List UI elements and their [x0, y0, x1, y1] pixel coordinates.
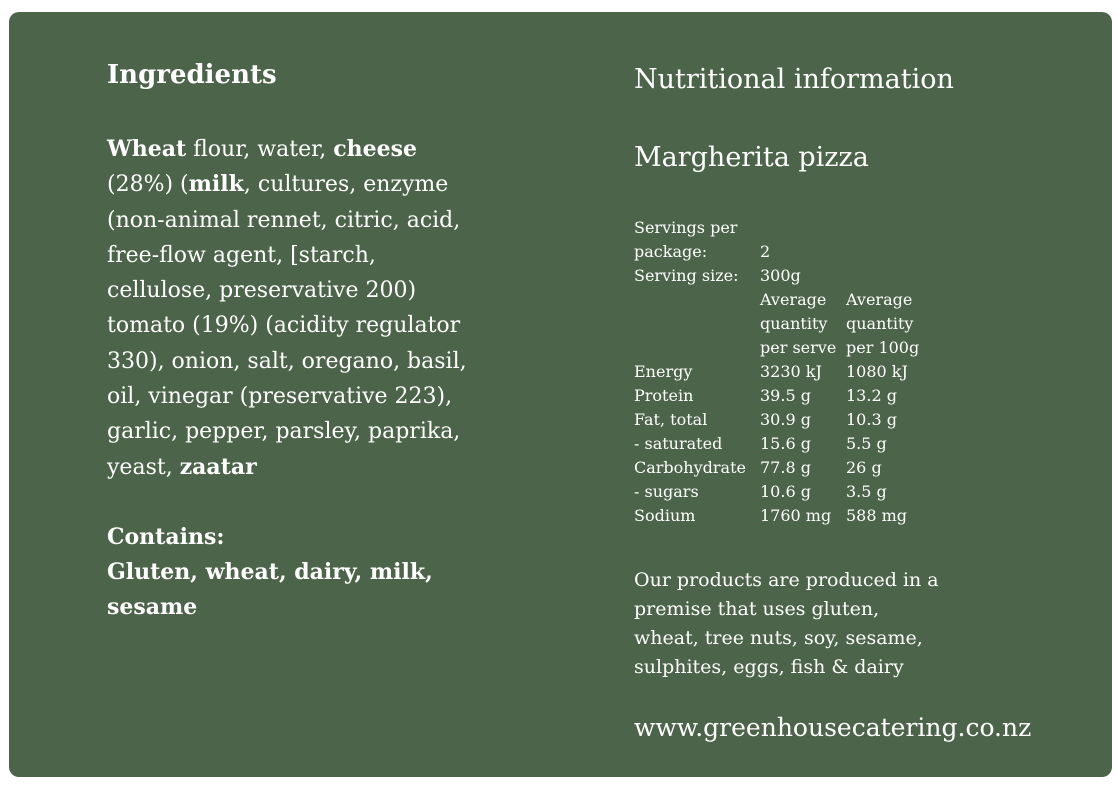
nutrient-per-100g: 588 mg	[846, 506, 908, 525]
nutrient-name: Fat, total	[634, 410, 708, 429]
contains-block	[107, 520, 487, 625]
nutrient-per-serve: 77.8 g	[760, 458, 811, 477]
nutrition-column-headers	[634, 288, 926, 360]
serving-size-value: 300g	[760, 266, 801, 285]
nutrition-heading: Nutritional information	[634, 64, 954, 95]
nutrient-per-100g: 10.3 g	[846, 410, 897, 429]
nutrient-per-100g: 1080 kJ	[846, 362, 908, 381]
nutrition-row	[634, 480, 926, 504]
product-name: Margherita pizza	[634, 142, 869, 173]
nutrient-name: - sugars	[634, 482, 699, 501]
website-url: www.greenhousecatering.co.nz	[634, 713, 1032, 742]
ingredients-panel	[107, 56, 487, 625]
ingredient-text: , cultures, enzyme (non-animal rennet, citric, acid, free-flow agent, [starch, cellulose, preservative 200) tomato (19%) (acidity regulator 330), onion, salt, oregano, basil, oil, vinegar (preservative 223), garlic, pepper, parsley, paprika, yeast,	[107, 172, 467, 480]
servings-label: Servings per package:	[634, 218, 738, 261]
nutrient-per-100g: 26 g	[846, 458, 882, 477]
ingredient-allergen: milk	[188, 171, 244, 198]
nutrient-name: Protein	[634, 386, 694, 405]
nutrient-per-serve: 15.6 g	[760, 434, 811, 453]
nutrient-per-serve: 39.5 g	[760, 386, 811, 405]
ingredient-text: (28%) (	[107, 172, 189, 198]
ingredient-allergen: Wheat	[107, 136, 187, 162]
nutrition-panel	[634, 60, 1104, 746]
column-header-per-100g: Average quantity per 100g	[846, 290, 920, 357]
ingredients-list	[107, 132, 487, 485]
nutrient-per-100g: 5.5 g	[846, 434, 887, 453]
ingredients-heading: Ingredients	[107, 60, 277, 90]
nutrient-name: - saturated	[634, 434, 723, 453]
nutrient-per-100g: 3.5 g	[846, 482, 887, 501]
nutrient-per-serve: 30.9 g	[760, 410, 811, 429]
nutrition-row	[634, 408, 926, 432]
nutrition-table	[634, 216, 926, 528]
ingredient-text: flour, water,	[186, 137, 334, 162]
nutrient-per-serve: 3230 kJ	[760, 362, 822, 381]
nutrition-row	[634, 456, 926, 480]
ingredient-allergen: cheese	[333, 136, 417, 162]
nutrition-row	[634, 432, 926, 456]
nutrient-name: Sodium	[634, 506, 696, 525]
nutrient-per-serve: 10.6 g	[760, 482, 811, 501]
nutrition-row-serving-size	[634, 264, 926, 288]
column-header-per-serve: Average quantity per serve	[760, 290, 837, 357]
nutrient-name: Carbohydrate	[634, 458, 746, 477]
allergen-notice: Our products are produced in a premise that uses gluten, wheat, tree nuts, soy, sesame, sulphites, eggs, fish & dairy	[634, 569, 939, 678]
nutrition-row-servings	[634, 216, 926, 264]
nutrition-row	[634, 360, 926, 384]
nutrient-per-100g: 13.2 g	[846, 386, 897, 405]
serving-size-label: Serving size:	[634, 266, 739, 285]
contains-allergens: Gluten, wheat, dairy, milk, sesame	[107, 558, 433, 620]
ingredient-allergen: zaatar	[179, 453, 257, 480]
label-card	[9, 12, 1112, 777]
servings-value: 2	[760, 242, 771, 261]
nutrient-name: Energy	[634, 362, 693, 381]
nutrient-per-serve: 1760 mg	[760, 506, 832, 525]
contains-label: Contains:	[107, 523, 225, 550]
nutrition-row	[634, 384, 926, 408]
nutrition-row	[634, 504, 926, 528]
